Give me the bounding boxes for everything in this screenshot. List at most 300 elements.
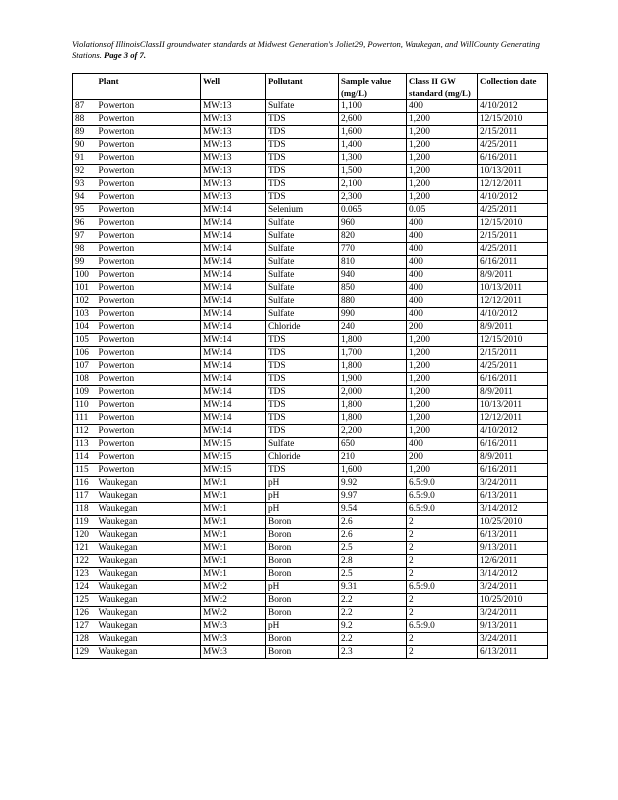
well-cell: MW:15 [201, 451, 266, 464]
row-number: 126 [73, 607, 97, 620]
row-number: 89 [73, 126, 97, 139]
plant-cell: Powerton [97, 425, 201, 438]
well-cell: MW:13 [201, 126, 266, 139]
row-number: 95 [73, 204, 97, 217]
standard-cell: 1,200 [407, 178, 478, 191]
collection-date-cell: 8/9/2011 [478, 386, 548, 399]
well-cell: MW:2 [201, 607, 266, 620]
collection-date-cell: 4/10/2012 [478, 191, 548, 204]
sample-value-cell: 9.54 [339, 503, 407, 516]
standard-cell: 2 [407, 607, 478, 620]
table-row [73, 152, 548, 165]
well-cell: MW:1 [201, 516, 266, 529]
well-cell: MW:14 [201, 334, 266, 347]
standard-cell: 1,200 [407, 165, 478, 178]
header-plant: Plant [97, 74, 201, 100]
standard-cell: 6.5:9.0 [407, 477, 478, 490]
standard-cell: 2 [407, 568, 478, 581]
row-number: 98 [73, 243, 97, 256]
sample-value-cell: 1,600 [339, 126, 407, 139]
pollutant-cell: pH [266, 581, 339, 594]
standard-cell: 1,200 [407, 139, 478, 152]
plant-cell: Waukegan [97, 490, 201, 503]
caption-text: Violationsof IllinoisClassII groundwater standards at Midwest Generation's Joliet29, Powerton, Waukegan, and WillCounty Generating Stations. [72, 39, 540, 60]
collection-date-cell: 4/25/2011 [478, 360, 548, 373]
sample-value-cell: 1,300 [339, 152, 407, 165]
table-row [73, 594, 548, 607]
table-row [73, 165, 548, 178]
plant-cell: Powerton [97, 464, 201, 477]
pollutant-cell: TDS [266, 165, 339, 178]
standard-cell: 1,200 [407, 464, 478, 477]
row-number: 123 [73, 568, 97, 581]
pollutant-cell: Sulfate [266, 438, 339, 451]
plant-cell: Powerton [97, 230, 201, 243]
sample-value-cell: 0.065 [339, 204, 407, 217]
sample-value-cell: 2.3 [339, 646, 407, 659]
sample-value-cell: 2.2 [339, 594, 407, 607]
well-cell: MW:14 [201, 308, 266, 321]
collection-date-cell: 3/24/2011 [478, 581, 548, 594]
plant-cell: Waukegan [97, 620, 201, 633]
pollutant-cell: TDS [266, 360, 339, 373]
header-pollutant: Pollutant [266, 74, 339, 100]
table-row [73, 438, 548, 451]
standard-cell: 1,200 [407, 126, 478, 139]
violations-table [72, 73, 548, 659]
table-row [73, 269, 548, 282]
table-row [73, 308, 548, 321]
sample-value-cell: 960 [339, 217, 407, 230]
pollutant-cell: Sulfate [266, 295, 339, 308]
table-row [73, 607, 548, 620]
well-cell: MW:3 [201, 646, 266, 659]
well-cell: MW:15 [201, 438, 266, 451]
collection-date-cell: 6/16/2011 [478, 152, 548, 165]
standard-cell: 1,200 [407, 347, 478, 360]
table-row [73, 191, 548, 204]
collection-date-cell: 10/13/2011 [478, 165, 548, 178]
row-number: 120 [73, 529, 97, 542]
sample-value-cell: 2,600 [339, 113, 407, 126]
well-cell: MW:13 [201, 165, 266, 178]
row-number: 93 [73, 178, 97, 191]
table-row [73, 126, 548, 139]
standard-cell: 6.5:9.0 [407, 620, 478, 633]
header-well: Well [201, 74, 266, 100]
table-row [73, 529, 548, 542]
sample-value-cell: 2.2 [339, 607, 407, 620]
collection-date-cell: 8/9/2011 [478, 269, 548, 282]
collection-date-cell: 4/10/2012 [478, 425, 548, 438]
well-cell: MW:14 [201, 282, 266, 295]
pollutant-cell: Sulfate [266, 100, 339, 113]
collection-date-cell: 2/15/2011 [478, 230, 548, 243]
collection-date-cell: 12/15/2010 [478, 217, 548, 230]
well-cell: MW:14 [201, 295, 266, 308]
table-row [73, 100, 548, 113]
plant-cell: Powerton [97, 438, 201, 451]
well-cell: MW:13 [201, 152, 266, 165]
table-row [73, 321, 548, 334]
plant-cell: Powerton [97, 334, 201, 347]
standard-cell: 6.5:9.0 [407, 490, 478, 503]
collection-date-cell: 6/16/2011 [478, 438, 548, 451]
plant-cell: Powerton [97, 321, 201, 334]
sample-value-cell: 2,000 [339, 386, 407, 399]
collection-date-cell: 9/13/2011 [478, 620, 548, 633]
sample-value-cell: 770 [339, 243, 407, 256]
table-row [73, 516, 548, 529]
plant-cell: Waukegan [97, 542, 201, 555]
pollutant-cell: Sulfate [266, 256, 339, 269]
row-number: 124 [73, 581, 97, 594]
table-row [73, 243, 548, 256]
pollutant-cell: TDS [266, 399, 339, 412]
standard-cell: 1,200 [407, 399, 478, 412]
well-cell: MW:14 [201, 360, 266, 373]
plant-cell: Powerton [97, 412, 201, 425]
standard-cell: 6.5:9.0 [407, 503, 478, 516]
plant-cell: Waukegan [97, 646, 201, 659]
standard-cell: 2 [407, 646, 478, 659]
sample-value-cell: 240 [339, 321, 407, 334]
collection-date-cell: 3/24/2011 [478, 607, 548, 620]
table-row [73, 399, 548, 412]
pollutant-cell: TDS [266, 113, 339, 126]
row-number: 92 [73, 165, 97, 178]
sample-value-cell: 1,900 [339, 373, 407, 386]
row-number: 117 [73, 490, 97, 503]
well-cell: MW:14 [201, 217, 266, 230]
table-row [73, 360, 548, 373]
collection-date-cell: 6/16/2011 [478, 373, 548, 386]
pollutant-cell: Sulfate [266, 308, 339, 321]
collection-date-cell: 12/6/2011 [478, 555, 548, 568]
pollutant-cell: Boron [266, 646, 339, 659]
well-cell: MW:14 [201, 243, 266, 256]
header-sample-value: Sample value (mg/L) [339, 74, 407, 100]
plant-cell: Waukegan [97, 633, 201, 646]
collection-date-cell: 10/25/2010 [478, 594, 548, 607]
collection-date-cell: 3/14/2012 [478, 568, 548, 581]
table-row [73, 490, 548, 503]
standard-cell: 2 [407, 555, 478, 568]
table-row [73, 113, 548, 126]
standard-cell: 1,200 [407, 425, 478, 438]
standard-cell: 400 [407, 256, 478, 269]
table-row [73, 386, 548, 399]
header-collection-date: Collection date [478, 74, 548, 100]
pollutant-cell: Boron [266, 555, 339, 568]
sample-value-cell: 2.5 [339, 568, 407, 581]
collection-date-cell: 4/10/2012 [478, 100, 548, 113]
standard-cell: 1,200 [407, 152, 478, 165]
table-row [73, 282, 548, 295]
standard-cell: 1,200 [407, 334, 478, 347]
sample-value-cell: 880 [339, 295, 407, 308]
pollutant-cell: Boron [266, 607, 339, 620]
row-number: 115 [73, 464, 97, 477]
well-cell: MW:14 [201, 399, 266, 412]
plant-cell: Powerton [97, 373, 201, 386]
table-row [73, 646, 548, 659]
row-number: 118 [73, 503, 97, 516]
pollutant-cell: TDS [266, 412, 339, 425]
collection-date-cell: 6/16/2011 [478, 256, 548, 269]
sample-value-cell: 820 [339, 230, 407, 243]
row-number: 111 [73, 412, 97, 425]
plant-cell: Powerton [97, 113, 201, 126]
row-number: 106 [73, 347, 97, 360]
sample-value-cell: 1,800 [339, 399, 407, 412]
pollutant-cell: TDS [266, 334, 339, 347]
sample-value-cell: 1,500 [339, 165, 407, 178]
standard-cell: 2 [407, 594, 478, 607]
plant-cell: Powerton [97, 399, 201, 412]
collection-date-cell: 6/13/2011 [478, 529, 548, 542]
table-row [73, 581, 548, 594]
sample-value-cell: 2,200 [339, 425, 407, 438]
sample-value-cell: 2.2 [339, 633, 407, 646]
standard-cell: 400 [407, 217, 478, 230]
plant-cell: Waukegan [97, 477, 201, 490]
pollutant-cell: Boron [266, 594, 339, 607]
well-cell: MW:1 [201, 529, 266, 542]
plant-cell: Powerton [97, 256, 201, 269]
pollutant-cell: TDS [266, 464, 339, 477]
sample-value-cell: 9.97 [339, 490, 407, 503]
sample-value-cell: 9.31 [339, 581, 407, 594]
well-cell: MW:1 [201, 568, 266, 581]
collection-date-cell: 10/25/2010 [478, 516, 548, 529]
pollutant-cell: TDS [266, 126, 339, 139]
collection-date-cell: 12/15/2010 [478, 334, 548, 347]
pollutant-cell: TDS [266, 191, 339, 204]
row-number: 100 [73, 269, 97, 282]
sample-value-cell: 210 [339, 451, 407, 464]
standard-cell: 2 [407, 542, 478, 555]
plant-cell: Waukegan [97, 581, 201, 594]
well-cell: MW:14 [201, 230, 266, 243]
standard-cell: 1,200 [407, 191, 478, 204]
well-cell: MW:13 [201, 178, 266, 191]
collection-date-cell: 9/13/2011 [478, 542, 548, 555]
well-cell: MW:2 [201, 581, 266, 594]
collection-date-cell: 4/25/2011 [478, 139, 548, 152]
sample-value-cell: 2.5 [339, 542, 407, 555]
standard-cell: 200 [407, 321, 478, 334]
sample-value-cell: 2,100 [339, 178, 407, 191]
plant-cell: Powerton [97, 204, 201, 217]
plant-cell: Powerton [97, 451, 201, 464]
table-header-row [73, 74, 548, 100]
row-number: 105 [73, 334, 97, 347]
row-number: 122 [73, 555, 97, 568]
pollutant-cell: Sulfate [266, 269, 339, 282]
row-number: 101 [73, 282, 97, 295]
standard-cell: 2 [407, 529, 478, 542]
well-cell: MW:13 [201, 191, 266, 204]
plant-cell: Powerton [97, 360, 201, 373]
sample-value-cell: 650 [339, 438, 407, 451]
pollutant-cell: pH [266, 620, 339, 633]
collection-date-cell: 10/13/2011 [478, 399, 548, 412]
plant-cell: Powerton [97, 191, 201, 204]
plant-cell: Powerton [97, 217, 201, 230]
pollutant-cell: TDS [266, 386, 339, 399]
plant-cell: Powerton [97, 139, 201, 152]
row-number: 107 [73, 360, 97, 373]
well-cell: MW:3 [201, 620, 266, 633]
table-row [73, 412, 548, 425]
row-number: 94 [73, 191, 97, 204]
table-row [73, 425, 548, 438]
plant-cell: Powerton [97, 178, 201, 191]
table-row [73, 347, 548, 360]
well-cell: MW:1 [201, 477, 266, 490]
sample-value-cell: 940 [339, 269, 407, 282]
collection-date-cell: 12/15/2010 [478, 113, 548, 126]
collection-date-cell: 10/13/2011 [478, 282, 548, 295]
collection-date-cell: 2/15/2011 [478, 126, 548, 139]
row-number: 112 [73, 425, 97, 438]
standard-cell: 400 [407, 308, 478, 321]
row-number: 96 [73, 217, 97, 230]
table-row [73, 633, 548, 646]
row-number: 119 [73, 516, 97, 529]
collection-date-cell: 12/12/2011 [478, 412, 548, 425]
well-cell: MW:13 [201, 113, 266, 126]
table-row [73, 334, 548, 347]
standard-cell: 400 [407, 243, 478, 256]
pollutant-cell: TDS [266, 373, 339, 386]
row-number: 108 [73, 373, 97, 386]
plant-cell: Powerton [97, 100, 201, 113]
collection-date-cell: 12/12/2011 [478, 295, 548, 308]
well-cell: MW:14 [201, 412, 266, 425]
table-row [73, 451, 548, 464]
plant-cell: Powerton [97, 386, 201, 399]
collection-date-cell: 6/13/2011 [478, 646, 548, 659]
row-number: 114 [73, 451, 97, 464]
sample-value-cell: 850 [339, 282, 407, 295]
pollutant-cell: TDS [266, 139, 339, 152]
row-number: 127 [73, 620, 97, 633]
row-number: 104 [73, 321, 97, 334]
plant-cell: Waukegan [97, 607, 201, 620]
pollutant-cell: Boron [266, 516, 339, 529]
table-body [73, 100, 548, 659]
sample-value-cell: 9.92 [339, 477, 407, 490]
standard-cell: 1,200 [407, 113, 478, 126]
table-row [73, 373, 548, 386]
pollutant-cell: Sulfate [266, 217, 339, 230]
pollutant-cell: Boron [266, 542, 339, 555]
plant-cell: Powerton [97, 152, 201, 165]
plant-cell: Powerton [97, 282, 201, 295]
plant-cell: Waukegan [97, 529, 201, 542]
row-number: 113 [73, 438, 97, 451]
plant-cell: Powerton [97, 126, 201, 139]
standard-cell: 400 [407, 100, 478, 113]
standard-cell: 400 [407, 282, 478, 295]
row-number: 88 [73, 113, 97, 126]
table-row [73, 568, 548, 581]
collection-date-cell: 3/14/2012 [478, 503, 548, 516]
table-row [73, 178, 548, 191]
pollutant-cell: TDS [266, 152, 339, 165]
row-number: 116 [73, 477, 97, 490]
well-cell: MW:1 [201, 503, 266, 516]
standard-cell: 400 [407, 230, 478, 243]
pollutant-cell: Chloride [266, 451, 339, 464]
plant-cell: Powerton [97, 165, 201, 178]
well-cell: MW:15 [201, 464, 266, 477]
sample-value-cell: 810 [339, 256, 407, 269]
row-number: 97 [73, 230, 97, 243]
row-number: 90 [73, 139, 97, 152]
standard-cell: 2 [407, 633, 478, 646]
collection-date-cell: 6/16/2011 [478, 464, 548, 477]
row-number: 128 [73, 633, 97, 646]
well-cell: MW:1 [201, 555, 266, 568]
sample-value-cell: 1,400 [339, 139, 407, 152]
plant-cell: Powerton [97, 295, 201, 308]
well-cell: MW:1 [201, 490, 266, 503]
standard-cell: 6.5:9.0 [407, 581, 478, 594]
plant-cell: Waukegan [97, 594, 201, 607]
pollutant-cell: Sulfate [266, 282, 339, 295]
sample-value-cell: 9.2 [339, 620, 407, 633]
table-row [73, 542, 548, 555]
plant-cell: Waukegan [97, 568, 201, 581]
collection-date-cell: 4/10/2012 [478, 308, 548, 321]
pollutant-cell: pH [266, 503, 339, 516]
standard-cell: 400 [407, 295, 478, 308]
sample-value-cell: 2.6 [339, 516, 407, 529]
collection-date-cell: 2/15/2011 [478, 347, 548, 360]
pollutant-cell: Boron [266, 568, 339, 581]
well-cell: MW:14 [201, 321, 266, 334]
row-number: 87 [73, 100, 97, 113]
table-row [73, 555, 548, 568]
plant-cell: Waukegan [97, 555, 201, 568]
row-number: 102 [73, 295, 97, 308]
table-row [73, 256, 548, 269]
pollutant-cell: Boron [266, 529, 339, 542]
pollutant-cell: Sulfate [266, 243, 339, 256]
table-row [73, 204, 548, 217]
pollutant-cell: TDS [266, 347, 339, 360]
sample-value-cell: 1,100 [339, 100, 407, 113]
sample-value-cell: 2,300 [339, 191, 407, 204]
row-number: 121 [73, 542, 97, 555]
row-number: 99 [73, 256, 97, 269]
standard-cell: 400 [407, 269, 478, 282]
collection-date-cell: 4/25/2011 [478, 243, 548, 256]
sample-value-cell: 2.6 [339, 529, 407, 542]
well-cell: MW:13 [201, 139, 266, 152]
sample-value-cell: 1,800 [339, 412, 407, 425]
row-number: 109 [73, 386, 97, 399]
plant-cell: Powerton [97, 308, 201, 321]
collection-date-cell: 12/12/2011 [478, 178, 548, 191]
collection-date-cell: 3/24/2011 [478, 633, 548, 646]
table-row [73, 477, 548, 490]
header-number [73, 74, 97, 100]
sample-value-cell: 2.8 [339, 555, 407, 568]
